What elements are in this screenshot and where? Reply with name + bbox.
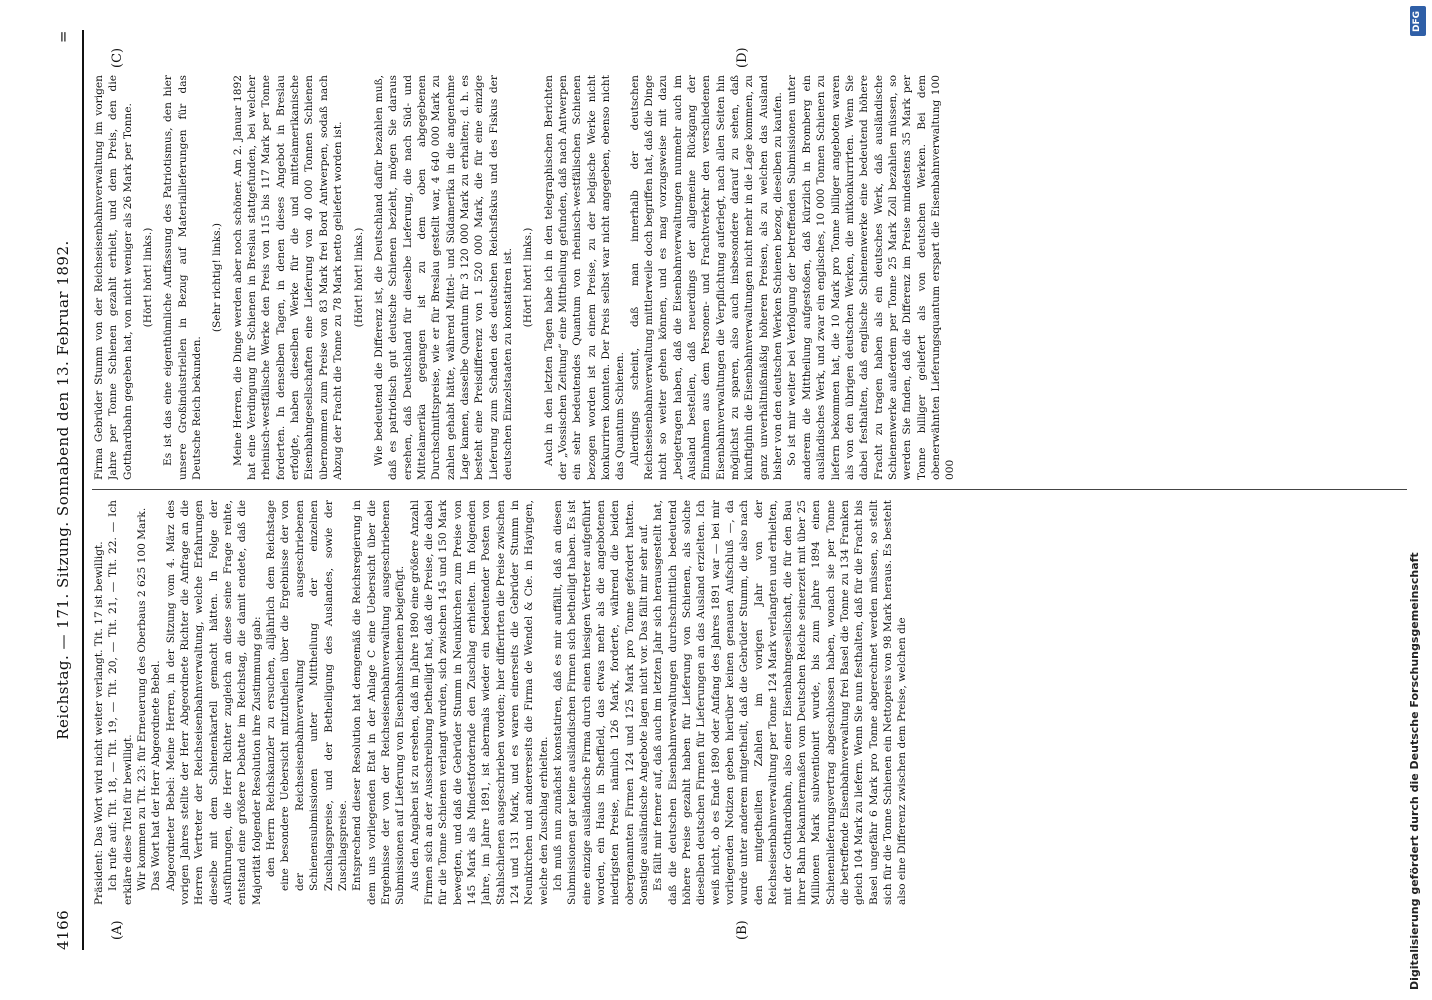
paragraph: Das Wort hat der Herr Abgeordnete Bebel. [150, 660, 163, 891]
header-marks: = [54, 30, 72, 44]
paragraph: Präsident: Das Wort wird nicht weiter verlangt. Tit. 17 ist bewilligt. [93, 541, 105, 905]
page-title: Reichstag. — 171. Sitzung. Sonnabend den 13. Februar 1892. [54, 240, 72, 740]
paragraph: So ist mir weiter bei Verfolgung der betreffenden Submissionen unter anderem die Mittheilung aufgestoßen, daß kürzlich in Bromberg ein ausländisches Werk, und zwar ein englisches, 10 000 Tonnen Schienen zu liefern bekommen hat, die 10 Mark pro Tonne billiger angeboten waren als von den übrigen deutschen Werken, die mitkonkurrirten. Wenn Sie dabei festhalten, daß englische Schienenwerke eine bedeutend höhere Fracht zu tragen haben als ein deutsches Werk, daß ausländische Schienenwerke außerdem per Tonne 25 Mark Zoll bezahlen müssen, so werden Sie finden, daß die Differenz im Preise mindestens 35 Mark per Tonne billiger geliefert als von deutschen Werken. Bei dem obenerwähnten Lieferungsquantum erspart die Eisenbahnverwaltung 100 000 [786, 75, 957, 480]
paragraph: Entsprechend dieser Resolution hat demgemäß die Reichsregierung in dem uns vorliegenden Etat in der Anlage C eine Uebersicht über die Ergebnisse der von der Reichseisenbahnverwaltung ausgeschriebenen Submissionen auf Lieferung von Eisenbahnschienen beigefügt. [351, 500, 407, 905]
digitization-credit [1408, 20, 1426, 990]
margin-letter-b: (B) [735, 920, 750, 940]
paragraph: Firma Gebrüder Stumm von der Reichseisenbahnverwaltung im vorigen Jahre per Tonne Schienen gezahlt erhielt, und dem Preis, den die Gotthardbahn gegeben hat, von nicht weniger als 26 Mark per Tonne. [93, 75, 134, 480]
text-column-right [92, 75, 1412, 480]
margin-letter-c: (C) [110, 47, 125, 68]
paragraph: Es ist das eine eigenthümliche Auffassung des Patriotismus, den hier unsere Großindustriellen in Bezug auf Materiallieferungen für das Deutsche Reich bekunden. [162, 75, 204, 480]
running-header [54, 30, 78, 950]
margin-letter-d: (D) [735, 47, 750, 68]
interjection: (Hört! hört! links.) [352, 227, 365, 328]
page-number: 4166 [54, 909, 72, 950]
digitization-credit-text: Digitalisierung gefördert durch die Deutsche Forschungsgemeinschaft [1408, 552, 1421, 990]
paragraph: Meine Herren, die Dinge werden aber noch schöner. Am 2. Januar 1892 hat eine Verdingung für Schienen in Breslau stattgefunden, bei welcher rheinisch-westfälische Werke den Preis von 115 bis 117 Mark per Tonne forderten. In denselben Tagen, in denen dieses Angebot in Breslau erfolgte, haben dieselben Werke für die und mittelamerikanische Eisenbahngesellschaften eine Lieferung von 40 000 Tonnen Schienen übernommen zum Preise von 83 Mark frei Bord Antwerpen, sodaß nach Abzug der Fracht die Tonne zu 78 Mark netto geliefert worden ist. [231, 75, 345, 480]
paragraph: Es fällt mir ferner auf, daß auch im letzten Jahr sich herausgestellt hat, daß die deutschen Eisenbahnverwaltungen durchschnittlich bedeutend höhere Preise gezahlt haben für Lieferung von Schienen, als solche dieselben deutschen Firmen für Lieferungen an das Ausland erzielten. Ich weiß nicht, ob es Ende 1890 oder Anfang des Jahres 1891 war — bei mir vorliegenden Notizen geben hierüber keinen genauen Aufschluß —, da wurde unter anderem mitgetheilt, daß die Gebrüder Stumm, die also nach den mitgetheilten Zahlen im vorigen Jahr von der Reichseisenbahnverwaltung per Tonne 124 Mark verlangten und erhielten, mit der Gotthardbahn, also einer Eisenbahngesellschaft, die für den Bau ihrer Bahn bekanntermaßen vom Deutschen Reiche seinerzeit mit über 25 Millionen Mark subventionirt wurde, bis zum Jahre 1894 einen Schienenlieferungsvertrag abgeschlossen haben, wonach sie per Tonne die betreffende Eisenbahnverwaltung frei Basel die Tonne zu 134 Franken gleich 104 Mark zu liefern. Wenn Sie nun festhalten, daß für die Fracht bis Basel ungefähr 6 Mark pro Tonne abgerechnet werden müssen, so stellt sich für die Tonne Schienen ein Nettopreis von 98 Mark heraus. Es besteht also eine Differenz zwischen dem Preise, welchen die [652, 500, 909, 905]
header-rule [82, 30, 84, 950]
paragraph: Aus den Angaben ist zu ersehen, daß im Jahre 1890 eine größere Anzahl Firmen sich an der Ausschreibung betheiligt hat, daß die Preise, die dabei für die Tonne Schienen verlangt wurden, sich zwischen 145 und 150 Mark bewegten, und daß die Gebrüder Stumm in Neunkirchen zum Preise von 145 Mark als Mindestfordernde den Zuschlag erhielten. Im folgenden Jahre, im Jahre 1891, ist abermals wieder ein bedeutender Posten von Stahlschienen ausgeschrieben worden; hier differirten die Preise zwischen 124 und 131 Mark, und es waren einerseits die Gebrüder Stumm in Neunkirchen und andererseits die Firma de Wendel & Cie. in Hayingen, welche den Zuschlag erhielten. [408, 500, 550, 905]
paragraph: Wir kommen zu Tit. 23: für Erneuerung des Oberbaus 2 625 100 Mark. [136, 507, 149, 891]
text-column-left [92, 500, 1412, 905]
interjection: (Hört! hört! links.) [142, 227, 155, 328]
paragraph: Allerdings scheint, daß man innerhalb der deutschen Reichseisenbahnverwaltung mittlerweile doch begriffen hat, daß die Dinge nicht so weiter gehen können, und es mag vorzugsweise mit dazu „beigetragen haben, daß die Eisenbahnverwaltungen nunmehr auch im Ausland bestellen, daß neuerdings der allgemeine Rückgang der Einnahmen aus dem Personen- und Frachtverkehr den verschiedenen Eisenbahnverwaltungen die Verpflichtung auferlegt, nach allen Seiten hin möglichst zu sparen, also auch insbesondere darauf zu sehen, daß künftighin die Eisenbahnverwaltungen nicht mehr in die Lage kommen, zu ganz unverhältnißmäßig höheren Preisen, als zu welchen das Ausland bisher von den deutschen Werken Schienen bezog, dieselben zu kaufen. [628, 75, 785, 480]
paragraph: Wie bedeutend die Differenz ist, die Deutschland dafür bezahlen muß, daß es patriotisch gut deutsche Schienen bezieht, mögen Sie daraus ersehen, daß Deutschland für dieselbe Lieferung, die nach Süd- und Mittelamerika gegangen ist zu dem oben abgegebenen Durchschnittspreise, wie er für Breslau gestellt war, 4 640 000 Mark zu zahlen gehabt hätte, während Mittel- und Südamerika in die angenehme Lage kamen, dasselbe Quantum für 3 120 000 Mark zu erhalten; d. h. es besteht eine Preisdifferenz von 1 520 000 Mark, die für eine einzige Lieferung zum Schaden des deutschen Reichsfiskus und des Fiskus der deutschen Einzelstaaten zu konstatiren ist. [372, 75, 514, 480]
margin-letter-a: (A) [110, 920, 125, 940]
interjection: (Sehr richtig! links.) [211, 222, 224, 333]
paragraph: Ich rufe auf: Tit. 18, — Tit. 19, — Tit. 20, — Tit. 21, — Tit. 22. — Ich erkläre diese Titel für bewilligt. [107, 500, 134, 905]
interjection: (Hört! hört! links.) [522, 227, 535, 328]
dfg-logo-text: DFG [1412, 10, 1422, 32]
column-divider [92, 489, 1407, 490]
resolution-quote: den Herrn Reichskanzler zu ersuchen, alljährlich dem Reichstage eine besondere Uebersicht mitzutheilen über die Ergebnisse der von der Reichseisenbahnverwaltung ausgeschriebenen Schienensubmissionen unter Mittheilung der einzelnen Zuschlagspreise, und der Betheiligung des Auslandes, sowie der Zuschlagspreise. [265, 500, 349, 891]
paragraph: Auch in den letzten Tagen habe ich in den telegraphischen Berichten der „Vossischen Zeitung“ eine Mittheilung gefunden, daß nach Antwerpen ein sehr bedeutendes Quantum von rheinisch-westfälischen Schienen bezogen worden ist zu einem Preise, zu der belgische Werke nicht konkurriren konnten. Der Preis selbst war nicht angegeben, ebenso nicht das Quantum Schienen. [542, 75, 627, 480]
paragraph: Ich muß nun zunächst konstatiren, daß es mir auffällt, daß an diesen Submissionen gar keine ausländischen Firmen sich betheiligt haben. Es ist eine einzige ausländische Firma durch einen hiesigen Vertreter aufgeführt worden, ein Haus in Sheffield, das etwas mehr als die angebotenen niedrigsten Preise, nämlich 126 Mark, forderte, während die beiden obergenannten Firmen 124 und 125 Mark pro Tonne gefordert hatten. Sonstige ausländische Angebote lagen nicht vor. Das fällt mir sehr auf. [552, 500, 651, 905]
paragraph: Abgeordneter Bebel: Meine Herren, in der Sitzung vom 4. März des vorigen Jahres stellte der Herr Abgeordnete Richter die Anfrage an die Herren Vertreter der Reichseisenbahnverwaltung, welche Erfahrungen dieselbe mit dem Schienenkartell gemacht hätten. In Folge der Ausführungen, die Herr Richter zugleich an diese seine Frage reihte, entstand eine größere Debatte im Reichstag, die damit endete, daß die Majorität folgender Resolution ihre Zustimmung gab: [164, 500, 263, 905]
